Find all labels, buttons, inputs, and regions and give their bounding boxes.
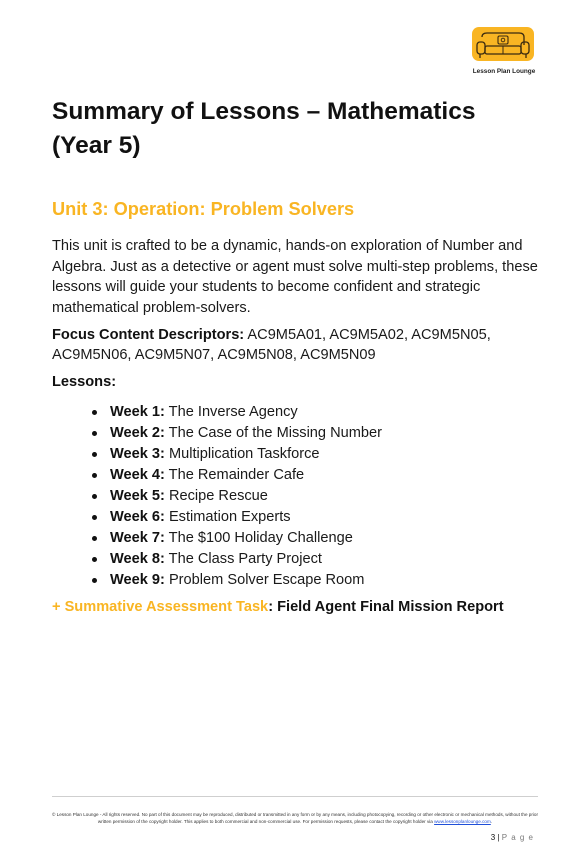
week-label: Week 2: [110,425,165,441]
week-label: Week 8: [110,551,165,567]
week-title: Problem Solver Escape Room [164,572,365,588]
list-item [92,528,382,549]
week-title: The $100 Holiday Challenge [164,530,353,546]
week-title: The Class Party Project [164,551,322,567]
list-item [92,570,382,591]
summative-assessment [52,599,504,615]
unit-intro: This unit is crafted to be a dynamic, hands-on exploration of Number and Algebra. Just as a detective or agent must solve multi-step problems, these lessons will guide your students to become confident and strategic mathematical problem-solvers. [52,238,538,316]
week-title: The Case of the Missing Number [164,425,383,441]
page-word: P a g e [501,833,534,842]
week-label: Week 9: [110,572,165,588]
week-label: Week 1: [110,404,165,420]
week-label: Week 4: [110,467,165,483]
list-item [92,486,382,507]
list-item [92,444,382,465]
week-label: Week 3: [110,446,165,462]
list-item [92,402,382,423]
unit-heading: Unit 3: Operation: Problem Solvers [52,199,355,219]
lessons-list [92,402,382,591]
week-title: Multiplication Taskforce [164,446,320,462]
focus-label: Focus Content Descriptors: [52,327,245,343]
logo-text: Lesson Plan Lounge [472,68,536,75]
list-item [92,423,382,444]
page-title: Summary of Lessons – Mathematics (Year 5) [52,98,476,159]
focus-descriptors [52,325,542,365]
copyright-end: . [490,818,493,824]
page-separator: | [495,833,502,842]
list-item [92,465,382,486]
copyright-text: © Lesson Plan Lounge - All rights reserved. No part of this document may be reproduced, distributed or transmitted in any form or by any means, including photocopying, recording or other electronic or mechanical methods, without the prior written permission of the copyright holder. This applies to both commercial and non-commercial use. For permission requests, please contact the copyright holder via [52,812,538,824]
focus-value: AC9M5A01, AC9M5A02, AC9M5N05, AC9M5N06, AC9M5N07, AC9M5N08, AC9M5N09 [52,327,491,363]
list-item [92,507,382,528]
week-title: Estimation Experts [164,509,291,525]
list-item [92,549,382,570]
summative-title: : Field Agent Final Mission Report [268,599,504,615]
week-title: The Inverse Agency [164,404,298,420]
page-number [491,833,534,842]
footer-divider [52,796,538,797]
couch-logo-icon [470,27,536,65]
copyright-notice [52,812,538,825]
week-label: Week 7: [110,530,165,546]
week-title: The Remainder Cafe [164,467,305,483]
week-title: Recipe Rescue [164,488,268,504]
summative-label: + Summative Assessment Task [52,599,269,615]
lessons-label: Lessons: [52,374,117,390]
website-link[interactable]: www.lessonplanlounge.com [434,818,491,824]
week-label: Week 5: [110,488,165,504]
page-number-value: 3 [490,833,496,842]
week-label: Week 6: [110,509,165,525]
